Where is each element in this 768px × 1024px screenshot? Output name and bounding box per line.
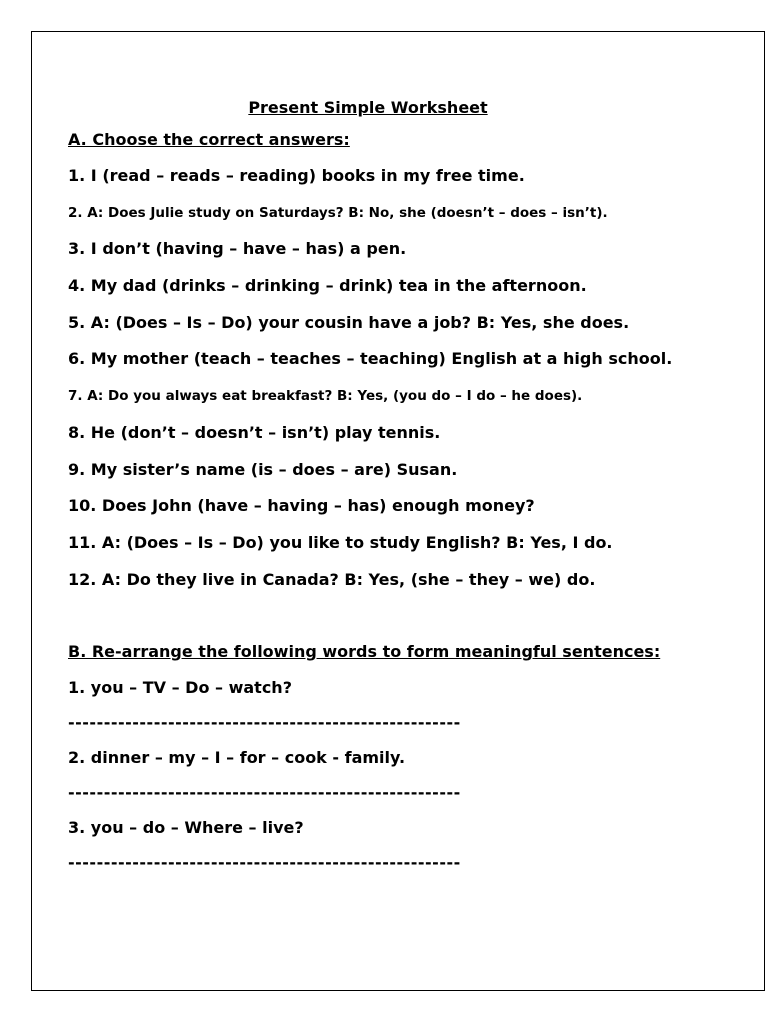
rearrange-item [68,670,708,706]
question-text: A: (Does – Is – Do) you like to study English? B: Yes, I do. [96,532,613,552]
question-item [68,195,708,232]
question-text: A: Do they live in Canada? B: Yes, (she – they – we) do. [96,569,596,589]
question-item [68,415,708,452]
question-item [68,341,708,378]
rearrange-text: you – TV – Do – watch? [85,678,292,698]
rearrange-number: 1. [68,678,86,698]
question-text: A: (Does – Is – Do) your cousin have a job? B: Yes, she does. [85,312,630,332]
answer-line: ------------------------------------------------------- [68,853,461,873]
question-item [68,378,708,415]
answer-line: ------------------------------------------------------- [68,783,461,803]
question-number: 12. [68,569,97,589]
section-spacer [68,598,708,634]
worksheet-content [68,94,708,880]
question-number: 10. [68,496,97,516]
question-item [68,452,708,489]
question-number: 1. [68,166,86,185]
rearrange-number: 3. [68,818,86,838]
rearrange-item [68,810,708,846]
worksheet-title: Present Simple Worksheet [248,98,488,117]
question-item [68,488,708,525]
section-a-heading: A. Choose the correct answers: [68,130,350,149]
question-number: 4. [68,276,86,296]
question-number: 2. [68,204,83,221]
rearrange-text: you – do – Where – live? [85,818,304,838]
question-number: 5. [68,312,86,332]
question-text: My dad (drinks – drinking – drink) tea in the afternoon. [85,276,587,296]
question-text: My sister’s name (is – does – are) Susan. [85,459,458,479]
question-item [68,525,708,562]
question-number: 9. [68,459,86,479]
rearrange-text: dinner – my – I – for – cook - family. [85,748,406,768]
section-b-heading: B. Re-arrange the following words to form meaningful sentences: [68,642,661,662]
question-item [68,562,708,599]
answer-line: ------------------------------------------------------- [68,713,461,733]
rearrange-number: 2. [68,748,86,768]
question-number: 8. [68,422,86,442]
question-text: Does John (have – having – has) enough money? [96,496,535,516]
question-number: 3. [68,239,86,259]
question-text: I (read – reads – reading) books in my free time. [85,166,525,185]
question-item [68,268,708,305]
question-item [68,158,708,195]
question-text: A: Does Julie study on Saturdays? B: No, she (doesn’t – does – isn’t). [82,204,608,221]
question-number: 6. [68,349,86,369]
question-item [68,231,708,268]
rearrange-item [68,740,708,776]
question-text: A: Do you always eat breakfast? B: Yes, (you do – I do – he does). [82,388,583,405]
question-item [68,305,708,342]
question-text: My mother (teach – teaches – teaching) English at a high school. [85,349,673,369]
question-number: 7. [68,388,83,405]
question-text: I don’t (having – have – has) a pen. [85,239,407,259]
question-text: He (don’t – doesn’t – isn’t) play tennis. [85,422,441,442]
question-number: 11. [68,532,97,552]
